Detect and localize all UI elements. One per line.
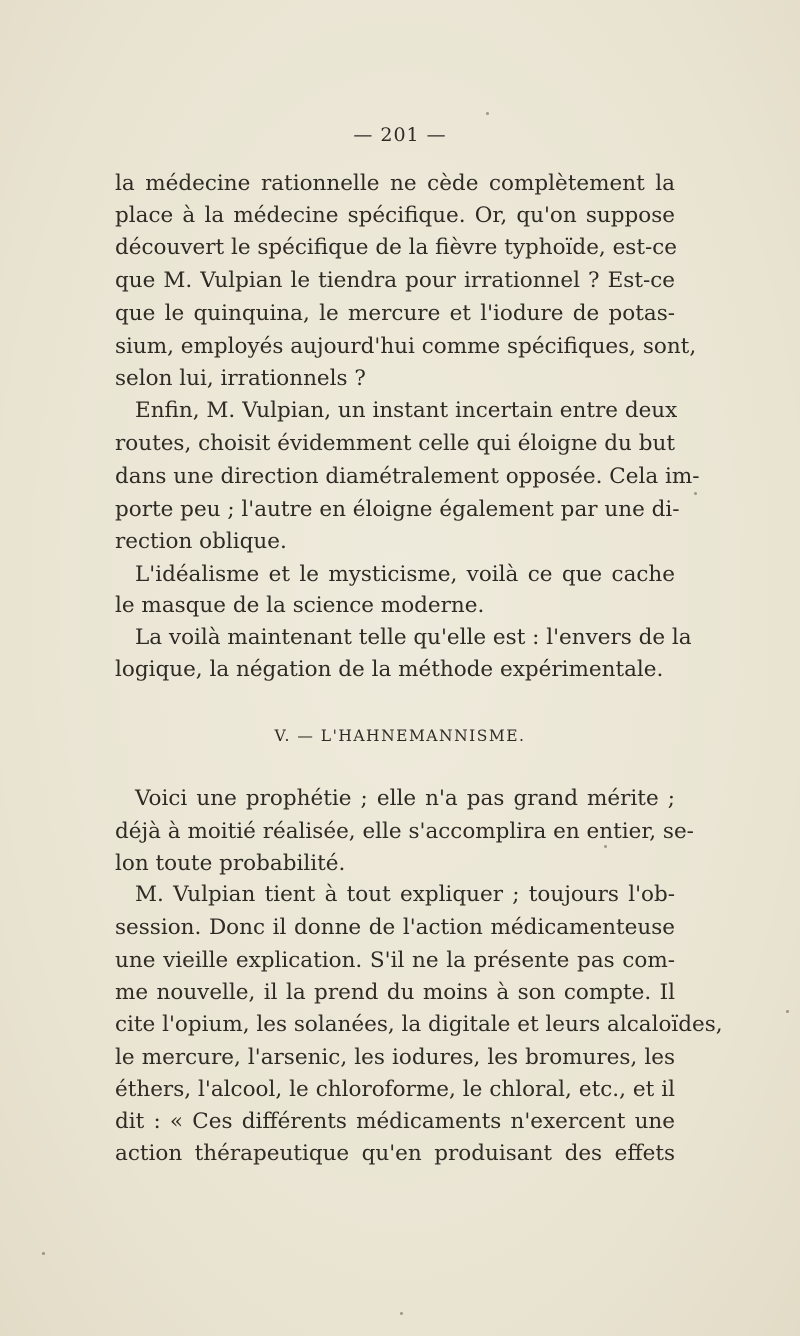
paragraph-1-line-6: sium, employés aujourd'hui comme spécifiques, sont, — [115, 334, 697, 359]
paragraph-6-line-1: M. Vulpian tient à tout expliquer ; toujours l'ob- — [135, 882, 675, 907]
paragraph-1-line-3: découvert le spécifique de la fièvre typhoïde, est-ce — [115, 235, 678, 260]
paper-speck — [786, 1010, 789, 1013]
paragraph-1-line-1: la médecine rationnelle ne cède complètement la — [115, 171, 675, 196]
paragraph-6-line-5: cite l'opium, les solanées, la digitale et leurs alcaloïdes, — [115, 1012, 723, 1037]
page-number: — 201 — — [353, 124, 447, 146]
paragraph-4-line-2: logique, la négation de la méthode expérimentale. — [115, 657, 664, 682]
paper-speck — [400, 1312, 403, 1315]
paragraph-1-line-4: que M. Vulpian le tiendra pour irrationnel ? Est-ce — [115, 268, 675, 293]
paper-speck — [42, 1252, 45, 1255]
paragraph-2-line-5: rection oblique. — [115, 529, 287, 554]
paragraph-2-line-1: Enfin, M. Vulpian, un instant incertain entre deux — [135, 398, 678, 423]
paragraph-2-line-4: porte peu ; l'autre en éloigne également par une di- — [115, 497, 680, 522]
paragraph-6-line-3: une vieille explication. S'il ne la présente pas com- — [115, 948, 675, 973]
paragraph-5-line-2: déjà à moitié réalisée, elle s'accomplira en entier, se- — [115, 819, 694, 844]
paragraph-1-line-5: que le quinquina, le mercure et l'iodure de potas- — [115, 301, 675, 326]
paragraph-2-line-3: dans une direction diamétralement opposée. Cela im- — [115, 464, 700, 489]
paper-speck — [694, 492, 697, 495]
paragraph-3-line-2: le masque de la science moderne. — [115, 593, 485, 618]
section-heading: V. — L'HAHNEMANNISME. — [274, 727, 526, 745]
paragraph-3-line-1: L'idéalisme et le mysticisme, voilà ce que cache — [135, 562, 675, 587]
paragraph-4-line-1: La voilà maintenant telle qu'elle est : l'envers de la — [135, 625, 692, 650]
paragraph-1-line-7: selon lui, irrationnels ? — [115, 366, 366, 391]
paragraph-6-line-9: action thérapeutique qu'en produisant des effets — [115, 1141, 675, 1166]
paragraph-5-line-1: Voici une prophétie ; elle n'a pas grand mérite ; — [135, 786, 675, 811]
paragraph-1-line-2: place à la médecine spécifique. Or, qu'on suppose — [115, 203, 675, 228]
paragraph-6-line-2: session. Donc il donne de l'action médicamenteuse — [115, 915, 675, 940]
paragraph-6-line-7: éthers, l'alcool, le chloroforme, le chloral, etc., et il — [115, 1077, 675, 1102]
paragraph-6-line-6: le mercure, l'arsenic, les iodures, les bromures, les — [115, 1045, 675, 1070]
paper-speck — [486, 112, 489, 115]
paper-speck — [604, 845, 607, 848]
paragraph-2-line-2: routes, choisit évidemment celle qui éloigne du but — [115, 431, 675, 456]
paragraph-6-line-8: dit : « Ces différents médicaments n'exercent une — [115, 1109, 675, 1134]
paragraph-5-line-3: lon toute probabilité. — [115, 851, 346, 876]
paragraph-6-line-4: me nouvelle, il la prend du moins à son compte. Il — [115, 980, 675, 1005]
